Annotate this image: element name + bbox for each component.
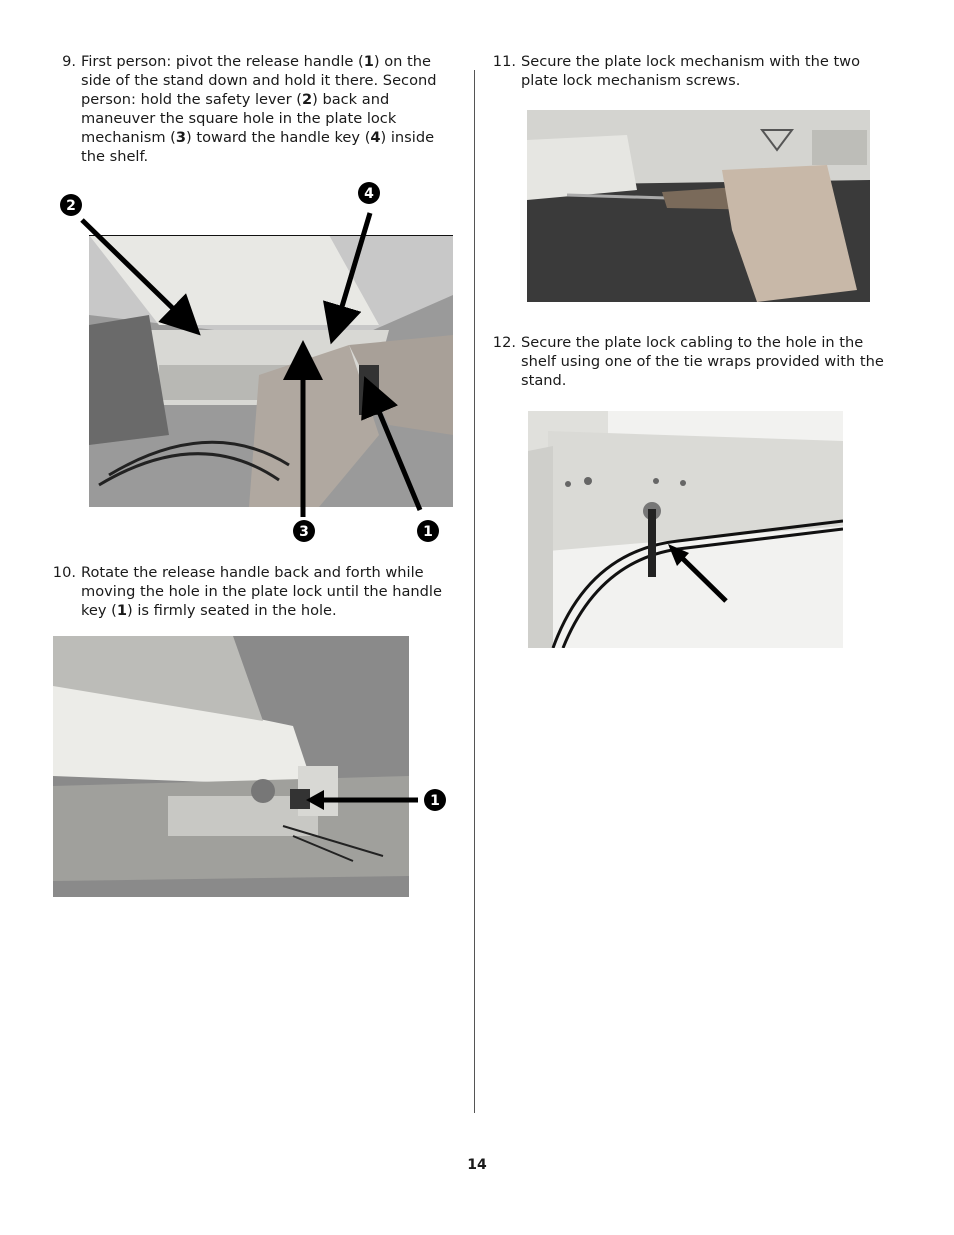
callout-1 xyxy=(423,788,447,816)
column-divider xyxy=(474,70,475,1113)
step-text: Rotate the release handle back and forth while moving the hole in the plate lock until the handle key (1) is firmly seated in the hole. xyxy=(81,564,442,619)
step-number: 10. xyxy=(52,564,76,581)
figure-step-10-arrow xyxy=(300,788,425,812)
svg-text:4: 4 xyxy=(364,186,374,202)
svg-text:1: 1 xyxy=(430,793,440,809)
step-text: Secure the plate lock cabling to the hole in the shelf using one of the tie wraps provided with the stand. xyxy=(521,334,884,389)
callout-1 xyxy=(416,519,440,547)
figure-step-9-arrows xyxy=(40,175,460,555)
step-number: 11. xyxy=(492,53,516,70)
step-text: First person: pivot the release handle (1) on the side of the stand down and hold it there. Second person: hold the safety lever (2) back and maneuver the square hole in the plate lock mechanism (3) toward the handle key (4) inside the shelf. xyxy=(81,53,437,165)
figure-step-10-photo xyxy=(53,636,409,897)
step-text: Secure the plate lock mechanism with the two plate lock mechanism screws. xyxy=(521,53,861,89)
callout-4 xyxy=(357,181,381,209)
svg-text:3: 3 xyxy=(299,524,309,540)
callout-3 xyxy=(292,519,316,547)
step-number: 12. xyxy=(492,334,516,351)
figure-step-11-photo xyxy=(527,110,870,302)
callout-2 xyxy=(59,193,83,221)
page-number: 14 xyxy=(467,1157,487,1173)
figure-step-12-photo xyxy=(528,411,843,648)
step-number: 9. xyxy=(62,53,76,70)
svg-text:2: 2 xyxy=(66,198,76,214)
svg-text:1: 1 xyxy=(423,524,433,540)
